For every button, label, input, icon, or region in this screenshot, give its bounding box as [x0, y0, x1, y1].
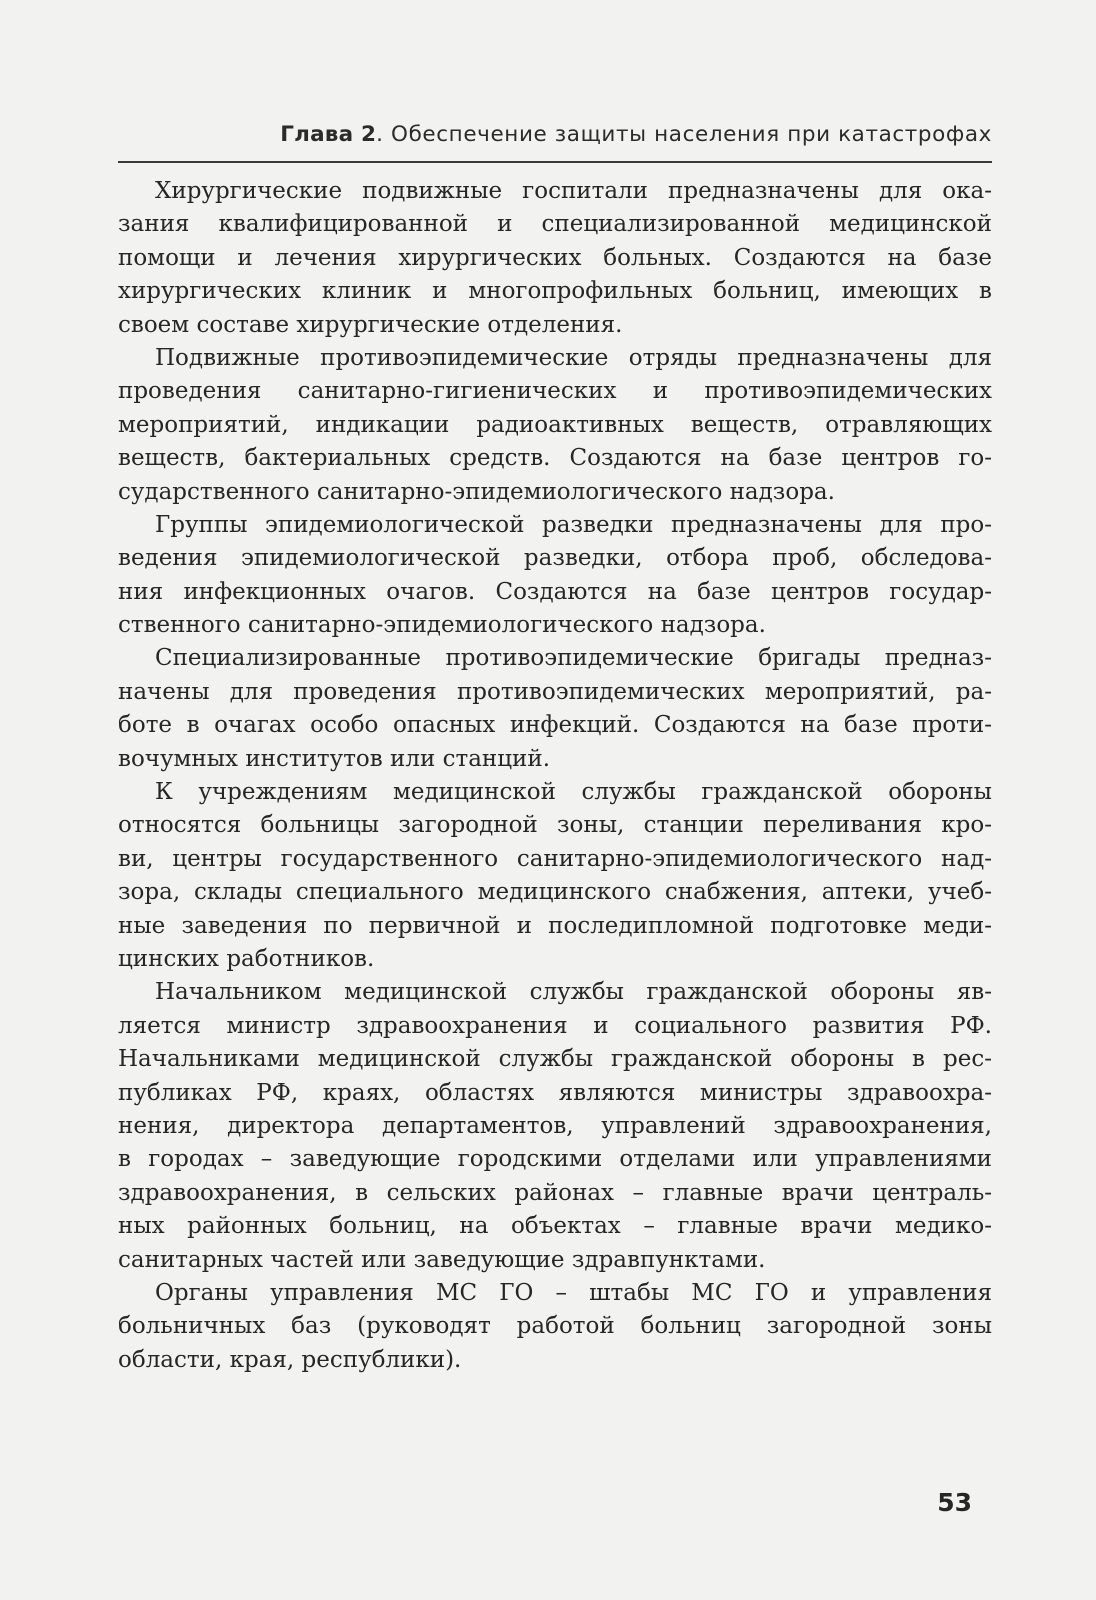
page-number: 53 [937, 1488, 972, 1517]
text-line: К учреждениям медицинской службы гражданской обороны [155, 779, 992, 806]
body-text [118, 175, 992, 1377]
text-line: санитарных частей или заведующие здравпунктами. [118, 1246, 766, 1273]
paragraph [118, 976, 992, 1277]
running-header [118, 122, 992, 162]
text-line: ния инфекционных очагов. Создаются на базе центров государ- [118, 578, 992, 605]
text-line: проведения санитарно-гигиенических и противоэпидемических [118, 378, 992, 405]
chapter-title: . Обеспечение защиты населения при катастрофах [376, 122, 992, 147]
paragraph [118, 342, 992, 509]
header-rule [118, 161, 992, 163]
text-line: цинских работников. [118, 945, 375, 972]
paragraph [118, 509, 992, 643]
text-line: сударственного санитарно-эпидемиологического надзора. [118, 478, 835, 505]
text-line: Хирургические подвижные госпитали предназначены для ока- [155, 178, 992, 204]
text-line: Специализированные противоэпидемические бригады предназ- [155, 645, 992, 672]
text-line: ственного санитарно-эпидемиологического надзора. [118, 612, 766, 639]
text-line: Органы управления МС ГО – штабы МС ГО и управления [155, 1279, 992, 1306]
text-line: здравоохранения, в сельских районах – главные врачи централь- [118, 1179, 992, 1206]
paragraph [118, 642, 992, 776]
text-line: ных районных больниц, на объектах – главные врачи медико- [118, 1213, 992, 1240]
paragraph [118, 1277, 992, 1377]
text-line: мероприятий, индикации радиоактивных веществ, отравляющих [118, 411, 992, 438]
text-line: ведения эпидемиологической разведки, отбора проб, обследова- [118, 545, 992, 572]
text-line: в городах – заведующие городскими отделами или управлениями [118, 1146, 992, 1173]
text-line: зания квалифицированной и специализированной медицинской [118, 211, 992, 238]
text-line: Группы эпидемиологической разведки предназначены для про- [155, 511, 992, 538]
text-line: помощи и лечения хирургических больных. Создаются на базе [118, 244, 992, 271]
text-line: ляется министр здравоохранения и социального развития РФ. [118, 1012, 992, 1039]
paragraph [118, 776, 992, 976]
paragraph [118, 175, 992, 342]
text-line: ви, центры государственного санитарно-эпидемиологического над- [118, 845, 992, 872]
text-line: боте в очагах особо опасных инфекций. Создаются на базе проти- [118, 712, 992, 739]
text-line: области, края, республики). [118, 1346, 462, 1373]
text-line: Подвижные противоэпидемические отряды предназначены для [155, 344, 992, 371]
text-line: веществ, бактериальных средств. Создаются на базе центров го- [118, 445, 992, 472]
text-line: начены для проведения противоэпидемических мероприятий, ра- [118, 678, 992, 705]
text-line: больничных баз (руководят работой больниц загородной зоны [118, 1313, 992, 1340]
text-line: хирургических клиник и многопрофильных больниц, имеющих в [118, 278, 992, 305]
text-line: Начальником медицинской службы гражданской обороны яв- [155, 979, 992, 1006]
text-line: нения, директора департаментов, управлений здравоохранения, [118, 1112, 992, 1139]
text-line: вочумных институтов или станций. [118, 745, 551, 772]
text-line: своем составе хирургические отделения. [118, 311, 623, 338]
text-line: ные заведения по первичной и последипломной подготовке меди- [118, 912, 992, 939]
text-line: относятся больницы загородной зоны, станции переливания кро- [118, 812, 992, 839]
text-line: Начальниками медицинской службы гражданской обороны в рес- [118, 1046, 992, 1073]
text-line: публиках РФ, краях, областях являются министры здравоохра- [118, 1079, 992, 1106]
chapter-label: Глава 2 [280, 122, 377, 147]
text-line: зора, склады специального медицинского снабжения, аптеки, учеб- [118, 879, 992, 906]
